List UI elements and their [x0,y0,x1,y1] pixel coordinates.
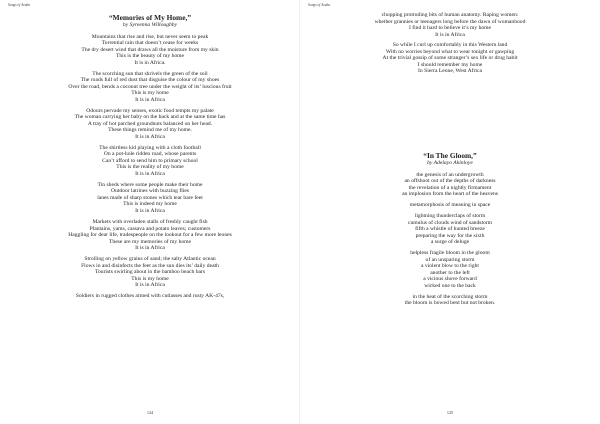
poem-line: The shirtless kid playing with a cloth football [99,144,201,151]
stanza [0,34,300,67]
poem-line: It is in Africa [135,245,165,252]
stanza [300,294,600,307]
poem-line: It is in Africa [135,207,165,214]
poem-body [300,172,600,307]
poem-line: The roads full of red dust that disguise the colour of my shoes [80,77,220,84]
stanza [0,71,300,104]
page-number: 124 [146,410,154,415]
poem-line: Markets with overladen stalls of freshly caught fish [92,219,208,226]
poem-in-the-gloom [300,151,600,307]
poem-line: lightning thunderclaps of storm [414,213,486,220]
page-number: 125 [446,410,454,415]
poem-line: wicked one to the back [424,282,476,289]
stanza [300,172,600,198]
poem-line: In Sierra Leone, West Africa [418,68,482,74]
poem-line: Can’t afford to send him to primary school [102,157,198,164]
poem-line: With no worries beyond what to wear tonight or gawping [385,48,515,55]
poem-byline: by Adelayo Akinloye [427,160,473,166]
poem-line: The scorching sun that shrivels the green of the soil [92,70,208,77]
stanza [0,219,300,252]
stanza [0,256,300,289]
poem-line: helpless fragile bloom in the gloom [410,250,490,257]
poem-line: Soldiers in rugged clothes armed with cutlasses and rusty AK-47s, [75,293,225,300]
poem-line: The woman carrying her baby on the back and at the same time has [74,114,226,121]
poem-line: This is my home [131,275,169,282]
poem-line: an implosion from the heart of the heavens [402,191,498,198]
poem-line: I find it hard to believe it’s my home [408,25,492,31]
poem-line: a violent blow to the right [421,263,479,270]
poem-line: It is in Africa [135,170,165,177]
poem-line: Strolling on yellow grains of sand; the salty Atlantic ocean [84,256,216,263]
poem-line: This is the reality of my home [116,164,184,171]
poem-line: a vicious shove forward [423,276,477,283]
poem-line: metamorphosis of meaning in space [409,202,491,209]
poem-line: The dry desert wind that draws all the moisture from my skin [81,46,219,53]
poem-line: Haggling for dear life, tradespeople on the lookout for a few more leones [68,232,232,239]
stanza [0,145,300,178]
stanza [0,182,300,215]
poem-line: So while I curl up comfortably in this Western land [392,42,508,48]
poem-line: in the heat of the scorching storm [412,293,488,300]
poem-line: lanes made of sharp stones which tear bare feet [97,194,203,201]
poem-line: Flows in and disinfects the feet as the sun dies its’ daily death [81,262,219,269]
poem-line: These things remind me of my home. [108,127,192,134]
running-head-right: Songs of Azuba [308,3,331,7]
stanza [0,293,300,300]
poem-line: of an unsparing storm [425,256,475,263]
poem-line: This is the beauty of my home [115,53,185,60]
poem-line: the bloom is bowed bent but not broken. [404,300,496,307]
poem-line: On a pot-hole ridden road, whose parents [103,151,197,158]
poem-title: “In The Gloom,” [423,151,477,160]
poem-line: A tray of hot parched groundnuts balanced on her head. [87,120,213,127]
poem-title: “Memories of My Home,” [108,13,192,22]
stanza [300,202,600,209]
running-head-left: Songs of Azuba [8,3,31,7]
poem-line: Tin sheds where some people make their home [97,181,203,188]
poem-line: Odours pervade my senses, exotic food tempts my palate [86,107,214,114]
poem-line: This is indeed my home [123,201,177,208]
poem-byline: by Syreenna Willoughby [122,22,178,28]
poem-continuation [300,12,600,75]
poem-line: chopping protruding bits of human anatomy. Raping women: [381,12,519,18]
poem-line: It is in Africa [135,133,165,140]
poem-line: This is my home [131,90,169,97]
poem-memories-of-my-home [0,13,300,300]
poem-line: Tourists swirling about in the bamboo beach bars [94,269,206,276]
poem-line: It is in Africa [135,96,165,103]
poem-line: I should remember my home [417,61,483,68]
poem-line: It is in Africa [135,282,165,289]
poem-line: the revelation of a nightly firmament [408,184,492,191]
stanza [300,213,600,246]
stanza [0,108,300,141]
stanza [300,250,600,289]
poem-body [0,34,300,300]
poem-line: whether grannies or teenagers long before the dawn of womanhood [374,18,526,25]
poem-line: cumulus of clouds wind of sandstorm [407,219,493,226]
poem-line: Over the road, bends a coconut tree under the weight of its’ luscious fruit [68,83,232,90]
poem-line: These are my memories of my home [108,238,192,245]
poem-line: Plantains, yams, cassava and potato leaves; customers [89,225,211,232]
poem-line: At the trivial gossip of some stranger’s sex life or drug habit [382,55,518,61]
poem-line: Torrential rain that doesn’t cease for weeks [101,40,199,47]
poem-line: preparing the way for the sixth [415,232,485,239]
continuation-lines [300,12,600,75]
poem-line: It is in Africa [435,31,465,38]
right-page [300,0,600,424]
poem-line: another to the left [430,269,470,276]
poem-line: fifth a whistle of hunted breeze [415,226,485,233]
poem-line: a surge of deluge [430,239,470,246]
poem-line: Outdoor latrines with buzzing flies [111,188,189,195]
poem-line: Mountains that rise and rise, but never seem to peak [91,33,209,40]
poem-line: an offshoot out of the depths of darkness [404,178,496,185]
poem-line: It is in Africa. [134,59,166,66]
poem-line: the genesis of an undergrowth [416,171,484,178]
